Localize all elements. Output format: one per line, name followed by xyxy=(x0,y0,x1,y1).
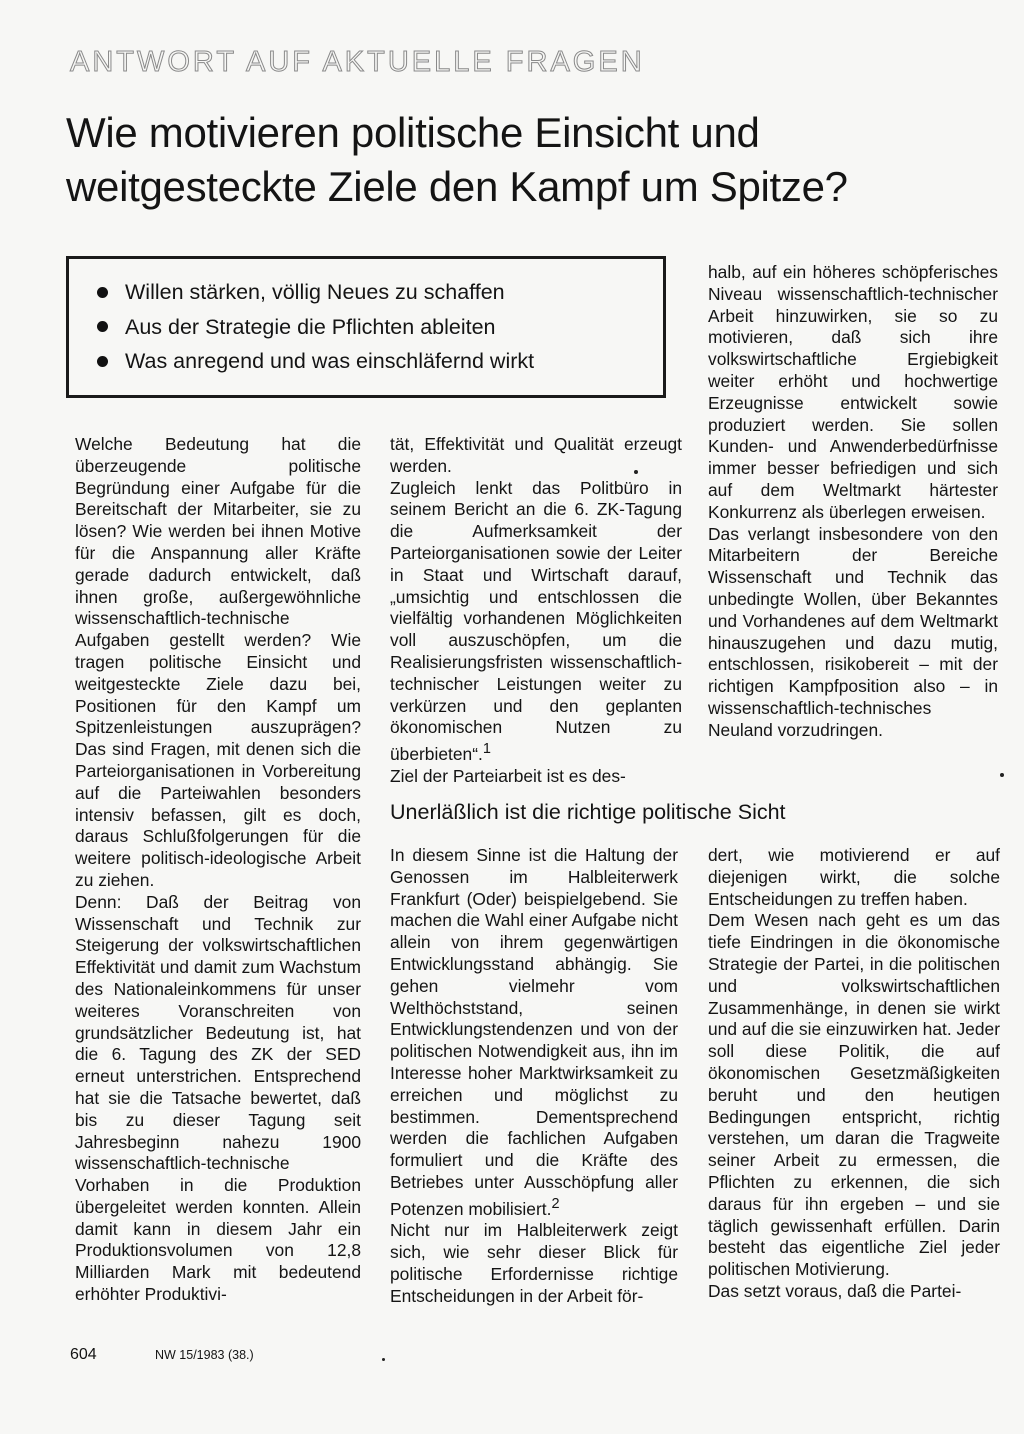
paragraph xyxy=(390,845,678,1220)
footnote-marker: 1 xyxy=(482,741,491,758)
paragraph-text: Zugleich lenkt das Politbüro in seinem Bericht an die 6. ZK-Tagung die Aufmerksamkeit der Parteiorganisationen sowie der Leiter in Staat und Wirtschaft darauf, „umsichtig und entschlossen die vielfältig vorhandenen Möglichkeiten voll auszuschöpfen, um die Realisierungsfristen wissenschaftlich-technischer Leistungen weiter zu verkürzen und den geplanten ökonomischen Nutzen zu überbieten“. xyxy=(390,477,682,764)
text-column-1 xyxy=(75,434,361,1306)
bullet-icon xyxy=(97,287,108,298)
bullet-icon xyxy=(97,321,108,332)
article-headline: Wie motivieren politische Einsicht und weitgesteckte Ziele den Kampf um Spitze? xyxy=(66,109,848,210)
text-column-2 xyxy=(390,434,682,788)
paragraph: Das verlangt insbesondere von den Mitarbeitern der Bereiche Wissenschaft und Technik das unbedingte Wollen, über Bekanntes und Vorhandenes auf dem Weltmarkt hinauszugehen und dazu mutig, entschlossen, risikobereit – mit der richtigen Kampfposition also – in wissenschaftlich-technisches Neuland vorzudringen. xyxy=(708,523,998,740)
bullet-icon xyxy=(97,356,108,367)
print-speck xyxy=(634,470,638,474)
summary-item xyxy=(97,275,663,310)
issue-reference: NW 15/1983 (38.) xyxy=(155,1348,254,1362)
print-speck xyxy=(1000,773,1004,777)
paragraph: Dem Wesen nach geht es um das tiefe Eindringen in die ökonomische Strategie der Partei, in die politischen und volkswirtschaftlichen Zusammenhänge, in denen sie wirkt und auf die sie einzuwirken hat. Jeder soll diese Politik, die auf ökonomischen Gesetzmäßigkeiten beruht und den heutigen Bedingungen entspricht, richtig verstehen, um daran die Tragweite seiner Arbeit zu ermessen, die Pflichten zu erkennen, die sich daraus für ihn ergeben – und sie täglich gewissenhaft erfüllen. Darin besteht das eigentliche Ziel jeder politischen Motivierung. xyxy=(708,910,1000,1280)
section-kicker: ANTWORT AUF AKTUELLE FRAGEN xyxy=(70,46,645,78)
print-speck xyxy=(382,1358,385,1361)
summary-item-text: Was anregend und was einschläfernd wirkt xyxy=(125,349,535,373)
paragraph: Ziel der Parteiarbeit ist es des- xyxy=(390,765,626,786)
paragraph: tät, Effektivität und Qualität erzeugt werden. xyxy=(390,434,682,476)
paragraph: dert, wie motivierend er auf diejenigen wirkt, die solche Entscheidungen zu treffen haben. xyxy=(708,845,1000,909)
paragraph: halb, auf ein höheres schöpferisches Niveau wissenschaftlich-technischer Arbeit hinzuwirken, sie so zu motivieren, daß sich ihre volkswirtschaftliche Ergiebigkeit weiter erhöht und hochwertige Erzeugnisse entwickelt sowie produziert werden. Sie sollen Kunden- und Anwenderbedürfnisse immer besser befriedigen und sich auf dem Weltmarkt härtester Konkurrenz als überlegen erweisen. xyxy=(708,262,998,522)
footnote-marker: 2 xyxy=(551,1195,560,1212)
summary-box xyxy=(66,256,666,398)
paragraph: Nicht nur im Halbleiterwerk zeigt sich, wie sehr dieser Blick für politische Erfordernisse richtige Entscheidungen in der Arbeit för- xyxy=(390,1220,678,1306)
summary-item xyxy=(97,310,663,345)
paragraph: Das setzt voraus, daß die Partei- xyxy=(708,1280,962,1301)
paragraph: Denn: Daß der Beitrag von Wissenschaft und Technik zur Steigerung der volkswirtschaftlichen Effektivität und damit zum Wachstum des Nationaleinkommens für unser weiteres Voranschreiten von grundsätzlicher Bedeutung ist, hat die 6. Tagung des ZK der SED erneut unterstrichen. Entsprechend hat sie die Tatsache bewertet, daß bis zu dieser Tagung seit Jahresbeginn nahezu 1900 wissenschaftlich-technische Vorhaben in die Produktion übergeleitet werden konnten. Allein damit kann in diesem Jahr ein Produktionsvolumen von 12,8 Milliarden Mark mit bedeutend erhöhter Produktivi- xyxy=(75,891,361,1305)
paragraph xyxy=(390,478,682,766)
summary-item-text: Willen stärken, völlig Neues zu schaffen xyxy=(125,280,505,304)
page-number: 604 xyxy=(70,1346,97,1363)
summary-item xyxy=(97,344,663,379)
summary-item-text: Aus der Strategie die Pflichten ableiten xyxy=(125,314,496,339)
text-column-4 xyxy=(390,845,678,1308)
text-column-3 xyxy=(708,262,998,742)
text-column-5 xyxy=(708,845,1000,1303)
paragraph: Welche Bedeutung hat die überzeugende politische Begründung einer Aufgabe für die Bereitschaft der Mitarbeiter, sie zu lösen? Wie werden bei ihnen Motive für die Anspannung aller Kräfte gerade dadurch entwickelt, daß ihnen große, außergewöhnliche wissenschaftlich-technische Aufgaben gestellt werden? Wie tragen politische Einsicht und weitgesteckte Ziele dazu bei, Positionen für den Kampf um Spitzenleistungen auszuprägen? Das sind Fragen, mit denen sich die Parteiorganisationen in Vorbereitung auf die Parteiwahlen besonders intensiv befassen, gilt es doch, daraus Schlußfolgerungen für die weitere politisch-ideologische Arbeit zu ziehen. xyxy=(75,434,361,890)
section-subheading: Unerläßlich ist die richtige politische Sicht xyxy=(390,800,786,824)
paragraph-text: In diesem Sinne ist die Haltung der Genossen im Halbleiterwerk Frankfurt (Oder) beispielgebend. Sie machen die Wahl einer Aufgabe nicht allein von ihrem gegenwärtigen Entwicklungsstand abhängig. Sie gehen vielmehr vom Welthöchststand, seinen Entwicklungstendenzen und von der politischen Notwendigkeit aus, ihn im Interesse hoher Marktwirksamkeit zu erreichen und möglichst zu bestimmen. Dementsprechend werden die fachlichen Aufgaben formuliert und die Kräfte des Betriebes unter Ausschöpfung aller Potenzen mobilisiert. xyxy=(390,845,678,1219)
summary-list xyxy=(69,259,663,379)
